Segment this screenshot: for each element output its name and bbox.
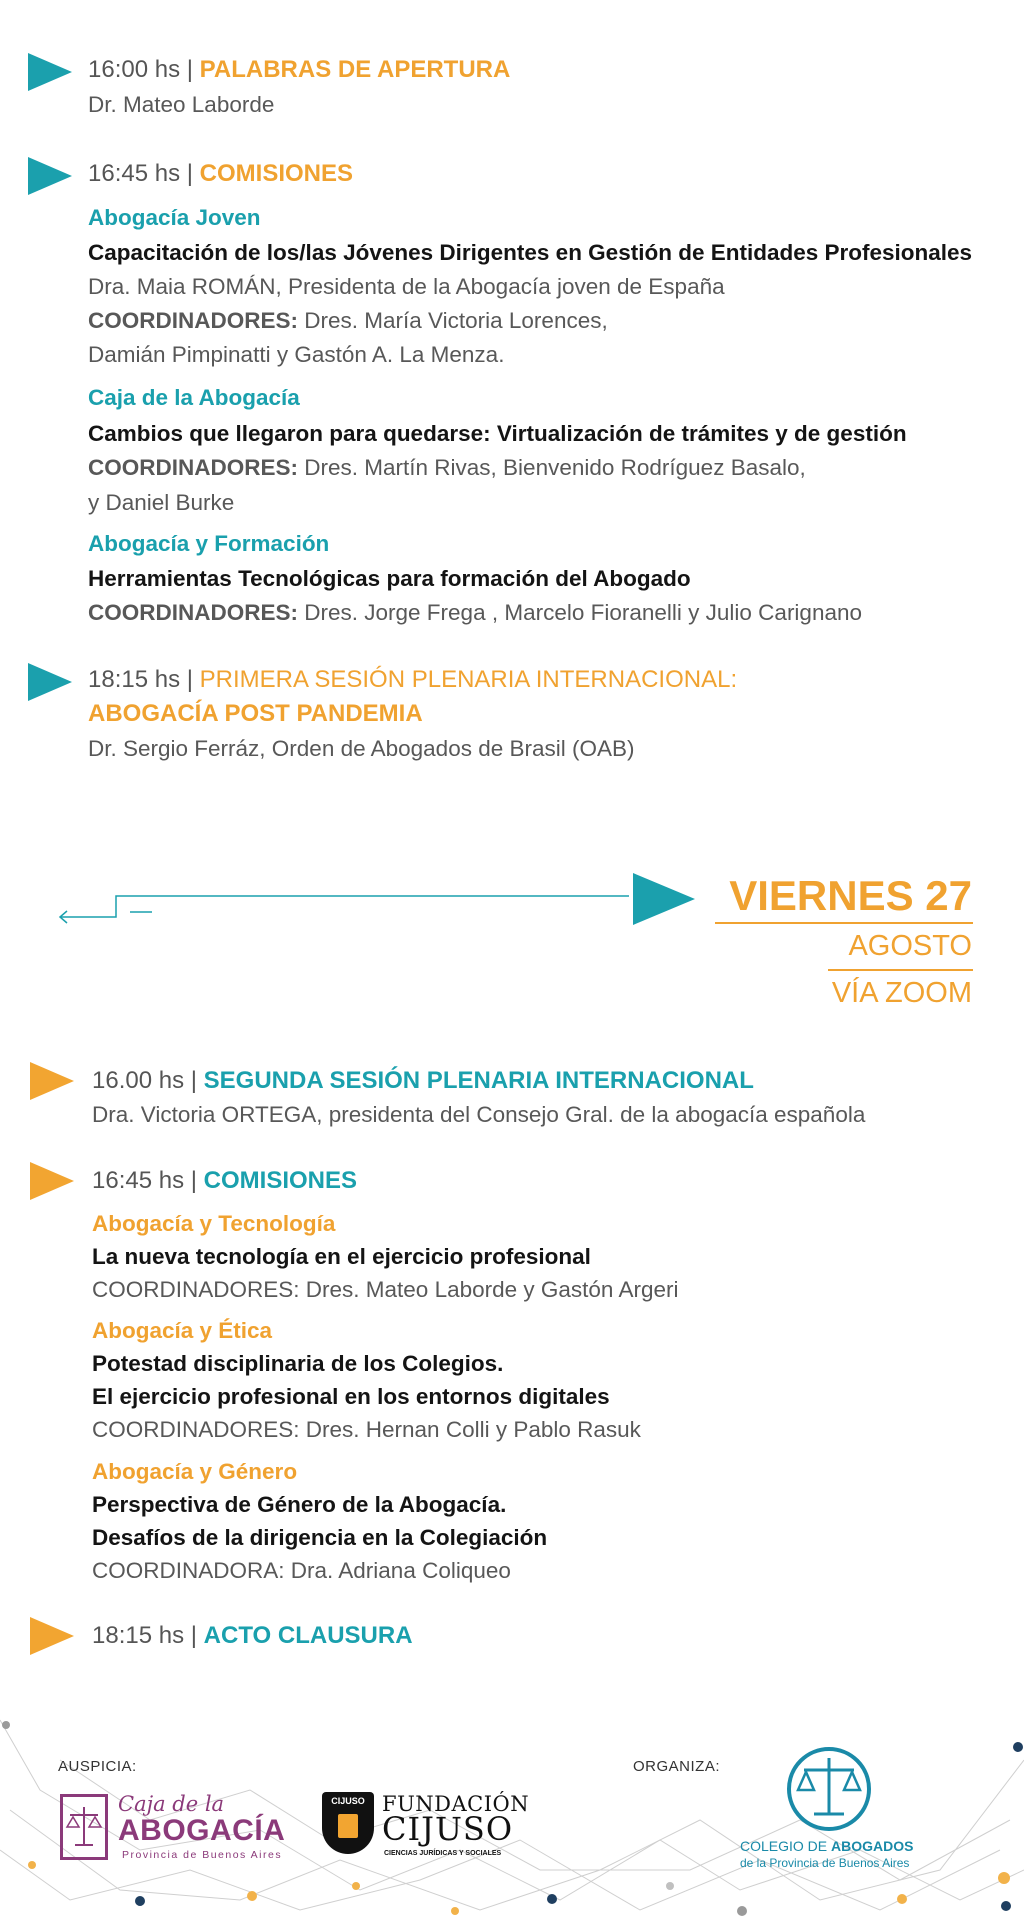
caja-abogacia-logo: Caja de la ABOGACÍA Provincia de Buenos Aires xyxy=(60,1792,290,1867)
session-heading-cont: ABOGACÍA POST PANDEMIA xyxy=(88,700,423,727)
via-label: VÍA ZOOM xyxy=(831,977,972,1009)
time-slot: 16:45 hs | COMISIONES xyxy=(92,1167,358,1194)
session-heading: COMISIONES xyxy=(199,160,354,187)
session-heading: COMISIONES xyxy=(203,1167,358,1194)
commission-title-cont: Desafíos de la dirigencia en la Colegiación xyxy=(92,1525,548,1550)
commission-coordinators: COORDINADORES: Dres. Hernan Colli y Pablo Rasuk xyxy=(92,1417,641,1442)
commission-title: Perspectiva de Género de la Abogacía. xyxy=(92,1492,507,1517)
commission-coordinators: COORDINADORA: Dra. Adriana Coliqueo xyxy=(92,1558,511,1583)
commission-title: Capacitación de los/las Jóvenes Dirigentes en Gestión de Entidades Profesionales xyxy=(88,240,973,265)
commission-coordinators: COORDINADORES: Dres. Jorge Frega , Marcelo Fioranelli y Julio Carignano xyxy=(88,600,862,625)
commission-title: La nueva tecnología en el ejercicio profesional xyxy=(92,1244,591,1269)
cijuso-logo: CIJUSO FUNDACIÓN CIJUSO CIENCIAS JURÍDICAS Y SOCIALES xyxy=(322,1792,512,1867)
time-slot: 16:45 hs | COMISIONES xyxy=(88,160,354,187)
scales-emblem-icon xyxy=(60,1794,108,1860)
commission-coordinators-cont: Damián Pimpinatti y Gastón A. La Menza. xyxy=(88,342,505,367)
session-heading: SEGUNDA SESIÓN PLENARIA INTERNACIONAL xyxy=(203,1067,754,1094)
commission-coordinators: COORDINADORES: Dres. Mateo Laborde y Gastón Argeri xyxy=(92,1277,679,1302)
bullet-triangle-icon xyxy=(28,663,72,701)
cijuso-shield-icon: CIJUSO xyxy=(322,1792,374,1854)
time-slot: 16.00 hs | SEGUNDA SESIÓN PLENARIA INTERNACIONAL xyxy=(92,1067,754,1094)
session-speaker: Dr. Sergio Ferráz, Orden de Abogados de Brasil (OAB) xyxy=(88,736,635,761)
day-title: VIERNES 27 xyxy=(729,872,972,919)
commission-speaker: Dra. Maia ROMÁN, Presidenta de la Abogacía joven de España xyxy=(88,274,725,299)
commission-coordinators-cont: y Daniel Burke xyxy=(88,490,235,515)
commission-name: Abogacía y Formación xyxy=(88,531,330,556)
commission-name: Abogacía y Tecnología xyxy=(92,1211,336,1236)
session-speaker: Dra. Victoria ORTEGA, presidenta del Consejo Gral. de la abogacía española xyxy=(92,1102,866,1127)
divider xyxy=(715,922,973,924)
time-slot: 18:15 hs | ACTO CLAUSURA xyxy=(92,1622,413,1649)
month-label: AGOSTO xyxy=(848,930,972,962)
commission-title: Herramientas Tecnológicas para formación del Abogado xyxy=(88,566,691,591)
bullet-triangle-icon xyxy=(28,157,72,195)
commission-title: Potestad disciplinaria de los Colegios. xyxy=(92,1351,504,1376)
session-heading: PALABRAS DE APERTURA xyxy=(199,56,511,83)
bullet-triangle-icon xyxy=(30,1062,74,1100)
organiza-label: ORGANIZA: xyxy=(633,1758,721,1775)
colegio-abogados-logo: COLEGIO DE ABOGADOS de la Provincia de Buenos Aires xyxy=(735,1746,935,1876)
bullet-triangle-icon xyxy=(30,1162,74,1200)
divider xyxy=(828,969,973,971)
time-slot: 18:15 hs | PRIMERA SESIÓN PLENARIA INTERNACIONAL: xyxy=(88,666,738,693)
bullet-triangle-icon xyxy=(28,53,72,91)
scales-of-justice-icon xyxy=(784,1746,874,1832)
session-heading: ACTO CLAUSURA xyxy=(203,1622,413,1649)
commission-name: Abogacía Joven xyxy=(88,205,261,230)
session-heading: PRIMERA SESIÓN PLENARIA INTERNACIONAL: xyxy=(199,666,738,693)
commission-name: Abogacía y Género xyxy=(92,1459,298,1484)
bullet-triangle-icon xyxy=(30,1617,74,1655)
timeline-connector-line xyxy=(56,880,636,928)
auspicia-label: AUSPICIA: xyxy=(58,1758,137,1775)
commission-title-cont: El ejercicio profesional en los entornos digitales xyxy=(92,1384,610,1409)
commission-title: Cambios que llegaron para quedarse: Virtualización de trámites y de gestión xyxy=(88,421,907,446)
commission-coordinators: COORDINADORES: Dres. María Victoria Lorences, xyxy=(88,308,608,333)
session-speaker: Dr. Mateo Laborde xyxy=(88,92,275,117)
commission-coordinators: COORDINADORES: Dres. Martín Rivas, Bienvenido Rodríguez Basalo, xyxy=(88,455,806,480)
time-slot: 16:00 hs | PALABRAS DE APERTURA xyxy=(88,56,511,83)
header-triangle-icon xyxy=(633,873,695,925)
commission-name: Caja de la Abogacía xyxy=(88,385,300,410)
commission-name: Abogacía y Ética xyxy=(92,1318,273,1343)
